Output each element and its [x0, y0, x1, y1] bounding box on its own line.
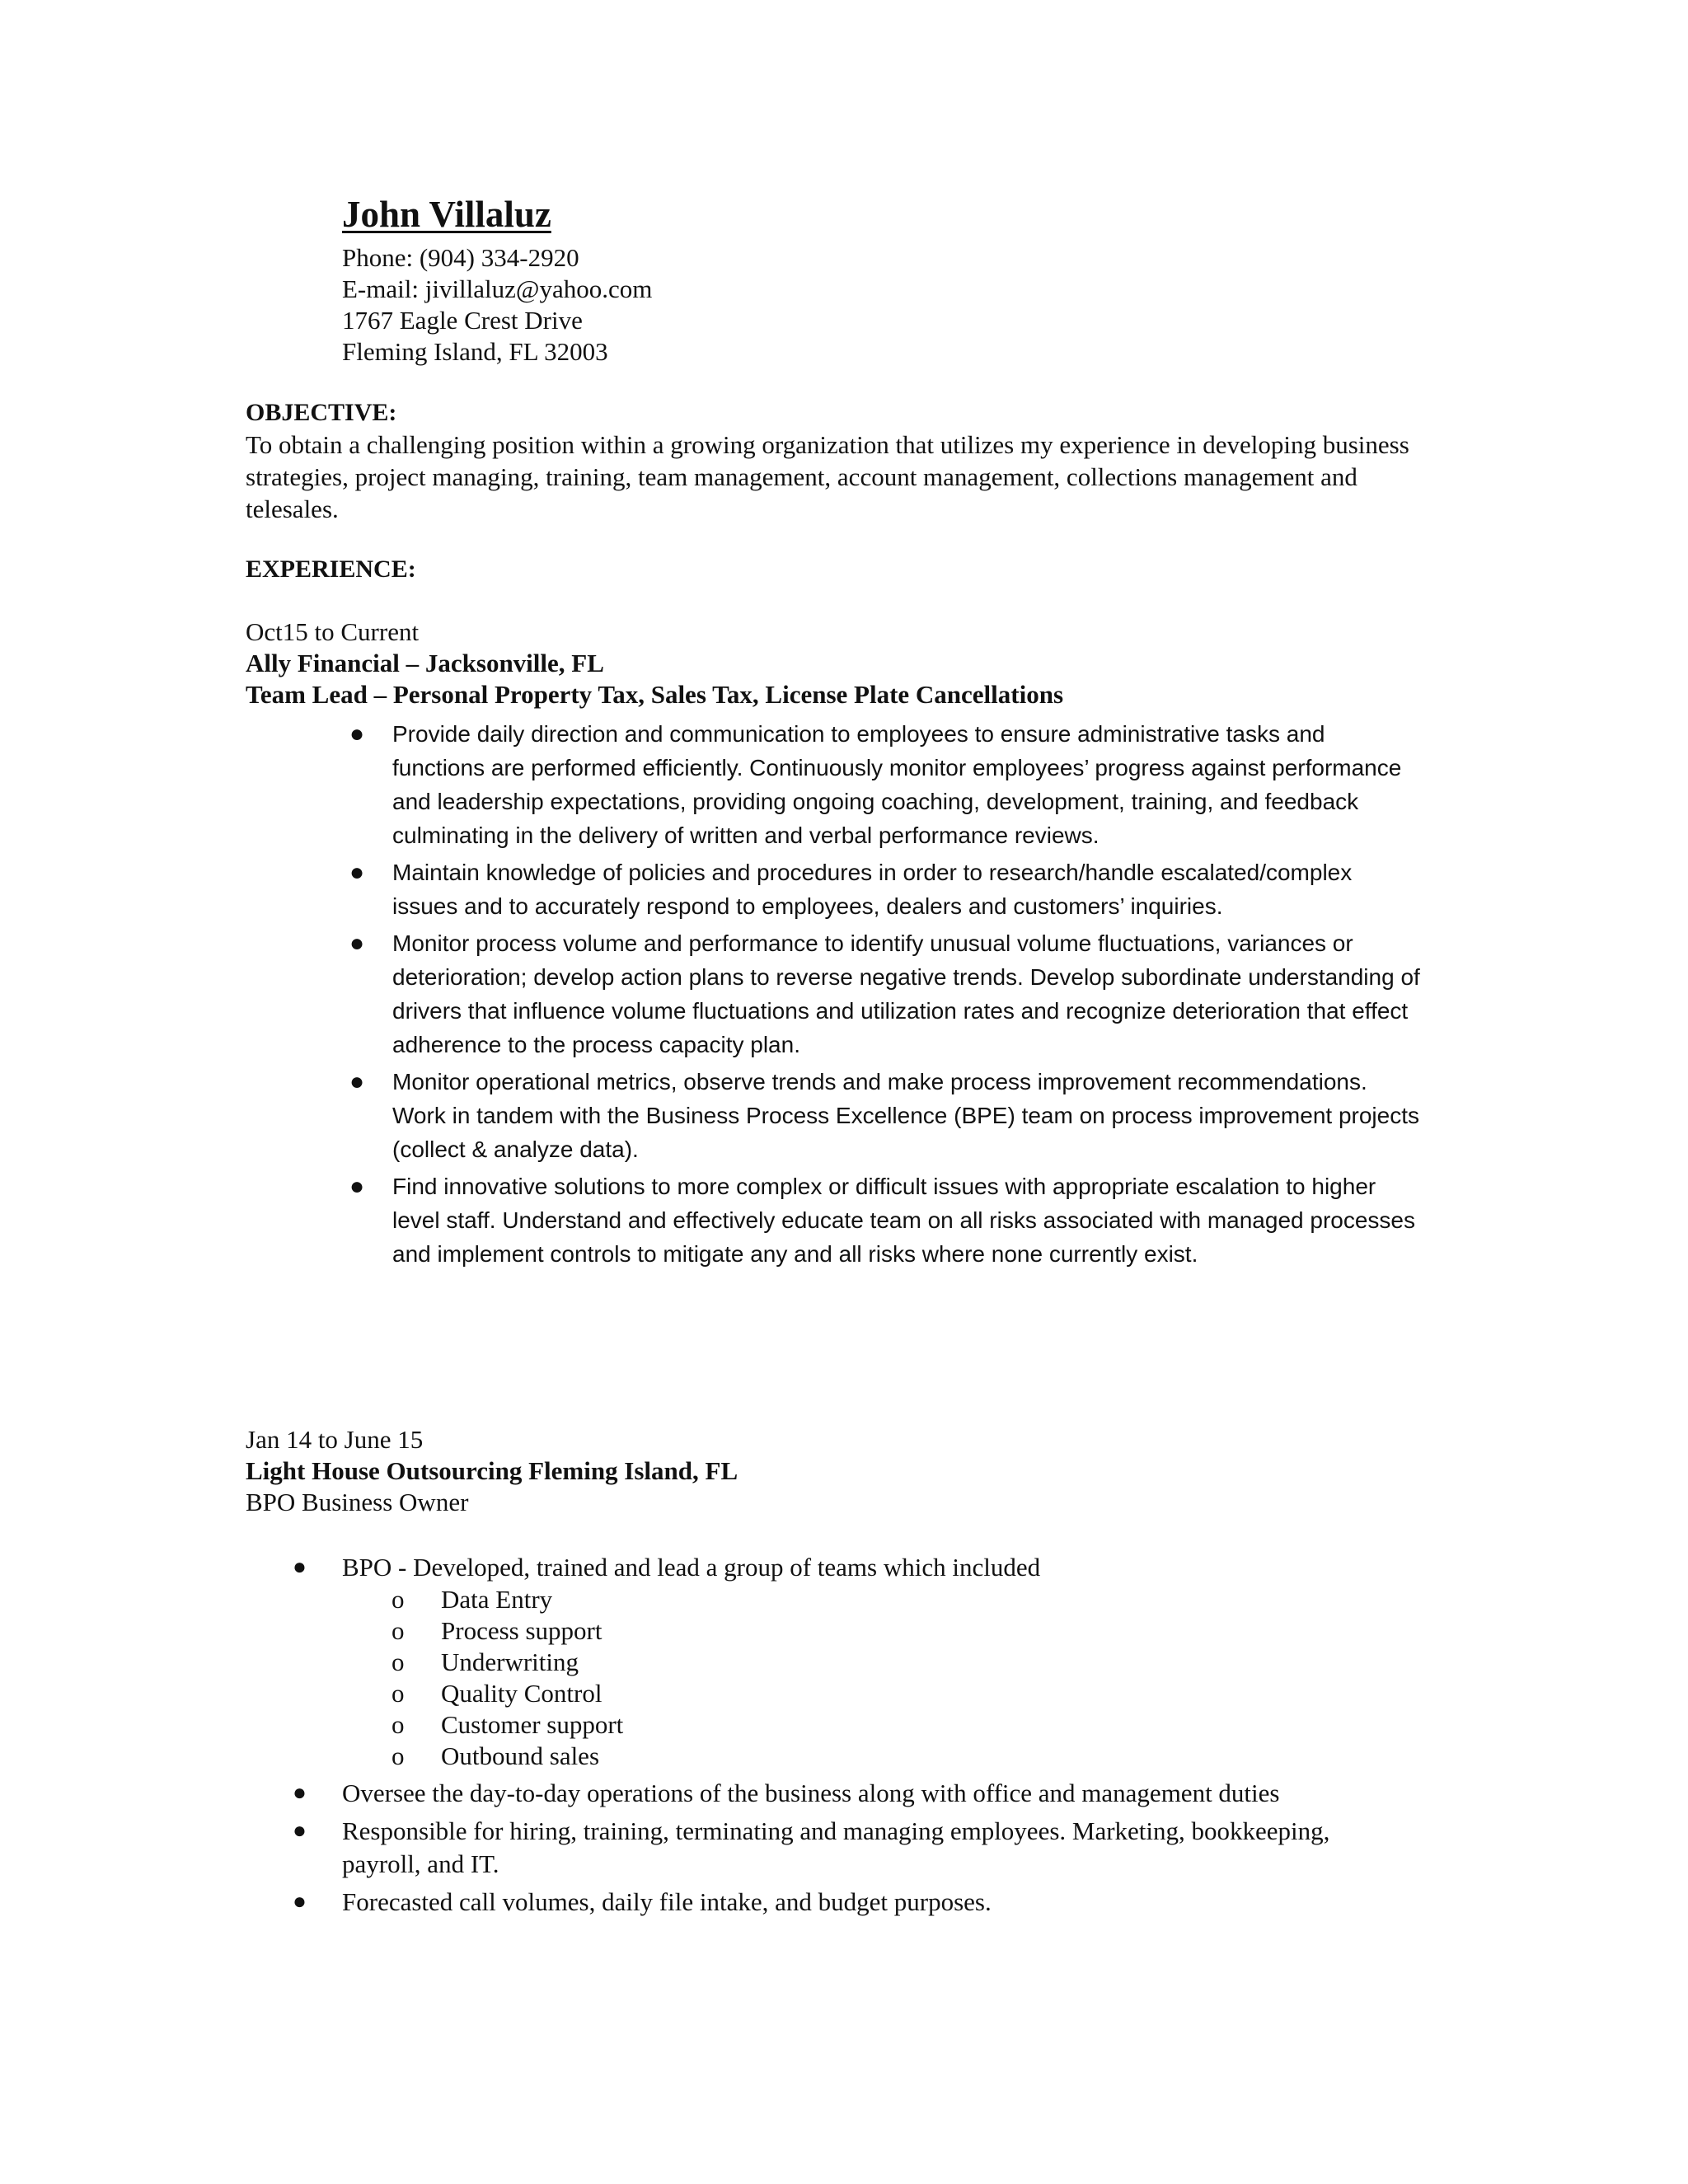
job-ally-financial [246, 616, 1449, 710]
phone-line: Phone: (904) 334-2920 [342, 243, 579, 272]
objective-heading: OBJECTIVE: [246, 399, 397, 426]
job-role: BPO Business Owner [246, 1488, 469, 1516]
bullet-icon: ● [293, 1818, 307, 1844]
job-light-house [246, 1424, 1449, 1518]
email-line: E-mail: jivillaluz@yahoo.com [342, 274, 653, 303]
job-2-bullet-list [0, 1551, 1688, 1924]
list-item: ● Provide daily direction and communication to employees to ensure administrative tasks and functions are performed efficiently. Continuously monitor employees’ progress against performance and leadership expectations, providing ongoing coaching, development, training, and feedback culminating in the delivery of written and verbal performance reviews. [0, 717, 1423, 852]
sub-list-item: o Data Entry [392, 1585, 553, 1614]
sub-list-item: o Customer support [392, 1710, 624, 1739]
circle-bullet-icon: o [392, 1647, 405, 1676]
bullet-icon: ● [293, 1554, 307, 1580]
list-item: ● Oversee the day-to-day operations of the business along with office and management duties [0, 1777, 1414, 1810]
bullet-icon: ● [349, 1173, 365, 1200]
sub-list-item: o Outbound sales [392, 1741, 600, 1770]
circle-bullet-icon: o [392, 1741, 405, 1770]
list-item: ● Monitor operational metrics, observe trends and make process improvement recommendations. Work in tandem with the Business Process Excellence (BPE) team on process improvement projects (collect & analyze data). [0, 1065, 1423, 1166]
bullet-icon: ● [349, 859, 365, 886]
bullet-icon: ● [293, 1889, 307, 1915]
list-item: ● Maintain knowledge of policies and procedures in order to research/handle escalated/complex issues and to accurately respond to employees, dealers and customers’ inquiries. [0, 855, 1423, 923]
circle-bullet-icon: o [392, 1710, 405, 1739]
bullet-icon: ● [349, 720, 365, 748]
candidate-name: John Villaluz [342, 194, 551, 235]
sub-list-item: o Underwriting [392, 1647, 579, 1676]
job-date: Oct15 to Current [246, 617, 420, 646]
bullet-icon: ● [293, 1780, 307, 1806]
bullet-icon: ● [349, 1068, 365, 1095]
sub-list-item: o Quality Control [392, 1679, 603, 1708]
circle-bullet-icon: o [392, 1679, 405, 1708]
experience-heading: EXPERIENCE: [246, 555, 416, 583]
experience-heading-block [246, 554, 1449, 585]
team-type-list [342, 1584, 1414, 1772]
circle-bullet-icon: o [392, 1585, 405, 1614]
job-1-bullet-list [0, 717, 1688, 1274]
address-line-1: 1767 Eagle Crest Drive [342, 306, 583, 335]
list-item: ● Find innovative solutions to more complex or difficult issues with appropriate escalation to higher level staff. Understand and effectively educate team on all risks associated with managed processes and implement controls to mitigate any and all risks where none currently exist. [0, 1169, 1423, 1271]
list-item: ● Forecasted call volumes, daily file intake, and budget purposes. [0, 1886, 1414, 1919]
list-item: ● BPO - Developed, trained and lead a group of teams which included o Data Entry o Process support o Underwriting o Quality Control o Customer support o Outbound sales [0, 1551, 1414, 1772]
address-line-2: Fleming Island, FL 32003 [342, 337, 608, 366]
job-company: Ally Financial – Jacksonville, FL [246, 649, 604, 677]
sub-list-item: o Process support [392, 1616, 603, 1645]
objective-section [246, 397, 1449, 525]
list-item: ● Responsible for hiring, training, terminating and managing employees. Marketing, bookkeeping, payroll, and IT. [293, 1816, 1330, 1878]
bullet-icon: ● [349, 930, 365, 957]
circle-bullet-icon: o [392, 1616, 405, 1645]
contact-header [342, 191, 1331, 368]
list-item: ● Monitor process volume and performance to identify unusual volume fluctuations, variances or deterioration; develop action plans to reverse negative trends. Develop subordinate understanding of drivers that influence volume fluctuations and utilization rates and recognize deterioration that effect adherence to the process capacity plan. [0, 926, 1423, 1062]
job-company: Light House Outsourcing Fleming Island, FL [246, 1456, 738, 1485]
objective-text: To obtain a challenging position within a growing organization that utilizes my experience in developing business strategies, project managing, training, team management, account management, collections management and telesales. [246, 430, 1409, 523]
job-role: Team Lead – Personal Property Tax, Sales Tax, License Plate Cancellations [246, 680, 1064, 709]
job-date: Jan 14 to June 15 [246, 1425, 424, 1454]
